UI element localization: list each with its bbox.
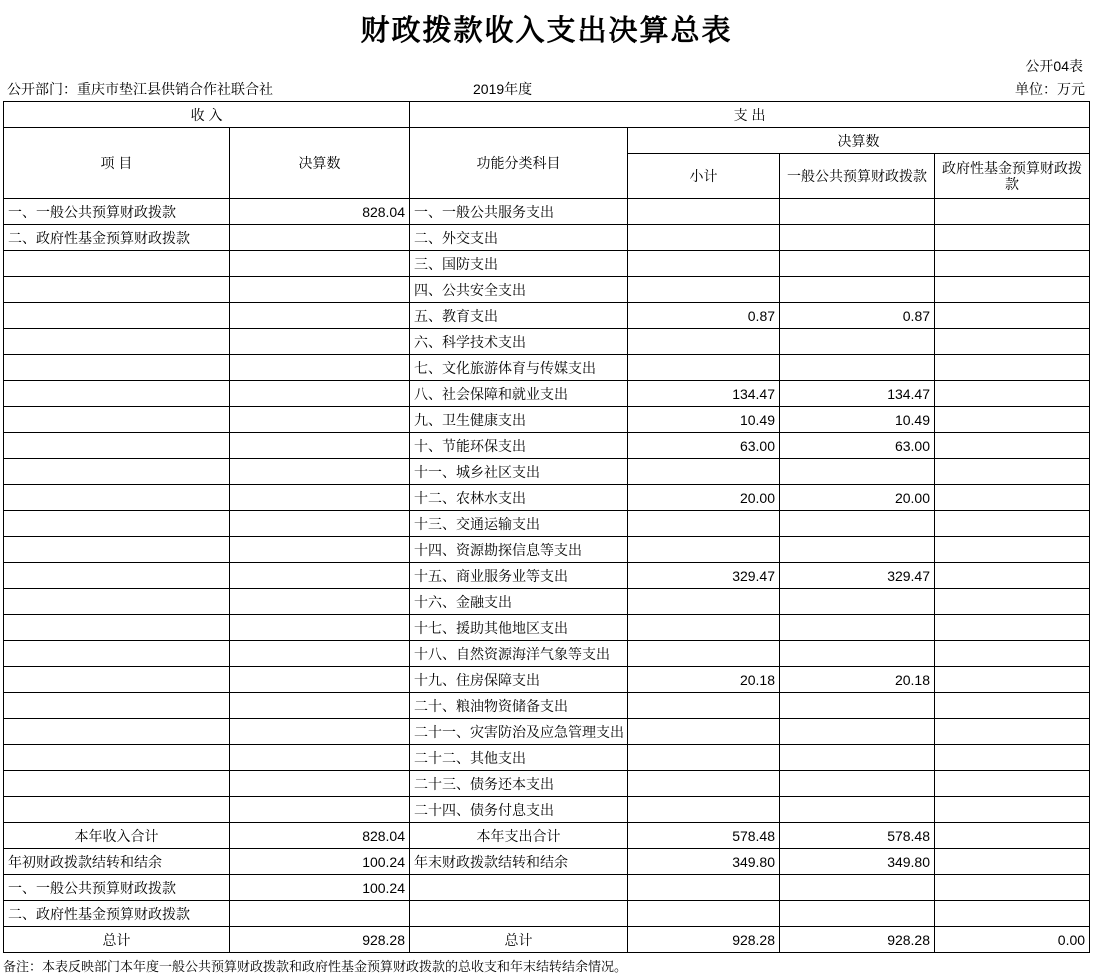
table-row <box>4 511 1090 537</box>
cell-subtotal: 20.00 <box>628 485 780 511</box>
cell-income-amount <box>230 615 410 641</box>
cell-expense-item: 二、外交支出 <box>410 225 628 251</box>
cell-income-item <box>4 719 230 745</box>
table-body <box>4 199 1090 823</box>
cell-income-amount <box>230 771 410 797</box>
table-row <box>4 485 1090 511</box>
cell-expense-item: 十二、农林水支出 <box>410 485 628 511</box>
cell-income-amount: 828.04 <box>230 199 410 225</box>
cell-gov-fund <box>935 485 1090 511</box>
cell-subtotal: 578.48 <box>628 823 780 849</box>
cell-gov-fund <box>935 303 1090 329</box>
cell-general-public <box>780 745 935 771</box>
income-group-header: 收 入 <box>4 102 410 128</box>
cell-income-item <box>4 251 230 277</box>
cell-subtotal: 329.47 <box>628 563 780 589</box>
cell-expense-item: 一、一般公共服务支出 <box>410 199 628 225</box>
cell-income-amount <box>230 407 410 433</box>
cell-subtotal <box>628 251 780 277</box>
cell-income-item <box>4 563 230 589</box>
table-row <box>4 641 1090 667</box>
cell-expense-item: 九、卫生健康支出 <box>410 407 628 433</box>
unit-label: 单位：万元 <box>1015 81 1085 97</box>
table-row <box>4 277 1090 303</box>
footer-note: 备注：本表反映部门本年度一般公共预算财政拨款和政府性基金预算财政拨款的总收支和年末结转结余情况。 <box>3 959 628 974</box>
cell-income-item <box>4 797 230 823</box>
cell-income-item <box>4 277 230 303</box>
cell-general-public <box>780 537 935 563</box>
cell-expense-item: 五、教育支出 <box>410 303 628 329</box>
cell-income-item: 二、政府性基金预算财政拨款 <box>4 901 230 927</box>
cell-subtotal <box>628 745 780 771</box>
cell-income-item <box>4 407 230 433</box>
cell-income-item <box>4 485 230 511</box>
cell-gov-fund <box>935 277 1090 303</box>
cell-subtotal <box>628 615 780 641</box>
cell-gov-fund <box>935 459 1090 485</box>
cell-expense-item: 四、公共安全支出 <box>410 277 628 303</box>
table-row <box>4 329 1090 355</box>
cell-expense-item: 六、科学技术支出 <box>410 329 628 355</box>
cell-income-item <box>4 589 230 615</box>
cell-expense-item: 十八、自然资源海洋气象等支出 <box>410 641 628 667</box>
cell-expense-item: 二十、粮油物资储备支出 <box>410 693 628 719</box>
table-row <box>4 771 1090 797</box>
cell-expense-item: 十一、城乡社区支出 <box>410 459 628 485</box>
cell-subtotal <box>628 589 780 615</box>
cell-gov-fund <box>935 667 1090 693</box>
table-row <box>4 693 1090 719</box>
cell-income-amount: 828.04 <box>230 823 410 849</box>
cell-subtotal <box>628 537 780 563</box>
form-number: 公开04表 <box>1025 58 1083 74</box>
cell-expense-item: 二十一、灾害防治及应急管理支出 <box>410 719 628 745</box>
table-row <box>4 797 1090 823</box>
cell-subtotal <box>628 693 780 719</box>
table-row <box>4 615 1090 641</box>
cell-income-amount <box>230 537 410 563</box>
table-row <box>4 199 1090 225</box>
cell-gov-fund <box>935 693 1090 719</box>
cell-income-amount <box>230 225 410 251</box>
cell-income-amount <box>230 485 410 511</box>
cell-subtotal <box>628 875 780 901</box>
table-summary <box>4 823 1090 953</box>
cell-expense-item: 年末财政拨款结转和结余 <box>410 849 628 875</box>
cell-subtotal <box>628 641 780 667</box>
cell-general-public <box>780 719 935 745</box>
cell-income-amount <box>230 667 410 693</box>
expense-group-header: 支 出 <box>410 102 1090 128</box>
cell-income-amount <box>230 797 410 823</box>
table-row <box>4 589 1090 615</box>
table-row <box>4 927 1090 953</box>
cell-general-public <box>780 225 935 251</box>
table-row <box>4 225 1090 251</box>
fiscal-year-label: 2019年度 <box>473 81 533 97</box>
cell-gov-fund: 0.00 <box>935 927 1090 953</box>
cell-gov-fund <box>935 511 1090 537</box>
table-row <box>4 537 1090 563</box>
cell-general-public <box>780 511 935 537</box>
table-row <box>4 745 1090 771</box>
cell-general-public <box>780 875 935 901</box>
cell-general-public: 20.00 <box>780 485 935 511</box>
cell-general-public <box>780 693 935 719</box>
cell-subtotal <box>628 225 780 251</box>
cell-income-amount <box>230 355 410 381</box>
cell-income-amount <box>230 745 410 771</box>
cell-income-item <box>4 771 230 797</box>
cell-income-amount <box>230 563 410 589</box>
department-label: 公开部门：重庆市垫江县供销合作社联合社 <box>7 81 273 97</box>
cell-income-item <box>4 381 230 407</box>
cell-gov-fund <box>935 849 1090 875</box>
cell-general-public <box>780 797 935 823</box>
cell-general-public: 578.48 <box>780 823 935 849</box>
header-subtotal: 小计 <box>628 154 780 199</box>
cell-general-public <box>780 459 935 485</box>
cell-income-amount <box>230 901 410 927</box>
cell-income-amount: 100.24 <box>230 849 410 875</box>
cell-subtotal <box>628 199 780 225</box>
cell-income-amount <box>230 303 410 329</box>
cell-gov-fund <box>935 381 1090 407</box>
cell-gov-fund <box>935 199 1090 225</box>
cell-general-public <box>780 355 935 381</box>
cell-income-item: 总计 <box>4 927 230 953</box>
cell-general-public <box>780 615 935 641</box>
cell-gov-fund <box>935 251 1090 277</box>
cell-income-amount <box>230 381 410 407</box>
cell-subtotal <box>628 459 780 485</box>
cell-gov-fund <box>935 433 1090 459</box>
table-row <box>4 433 1090 459</box>
cell-expense-item <box>410 901 628 927</box>
cell-income-item <box>4 537 230 563</box>
cell-gov-fund <box>935 719 1090 745</box>
header-gov-fund: 政府性基金预算财政拨款 <box>935 154 1090 199</box>
cell-income-amount <box>230 719 410 745</box>
cell-expense-item: 十三、交通运输支出 <box>410 511 628 537</box>
cell-gov-fund <box>935 641 1090 667</box>
cell-income-item <box>4 433 230 459</box>
cell-subtotal: 0.87 <box>628 303 780 329</box>
cell-gov-fund <box>935 745 1090 771</box>
cell-subtotal <box>628 277 780 303</box>
cell-general-public <box>780 277 935 303</box>
cell-subtotal <box>628 329 780 355</box>
table-row <box>4 719 1090 745</box>
cell-income-item: 二、政府性基金预算财政拨款 <box>4 225 230 251</box>
cell-income-item <box>4 641 230 667</box>
header-item: 项 目 <box>4 128 230 199</box>
table-row <box>4 849 1090 875</box>
table-row <box>4 875 1090 901</box>
header-function-subject: 功能分类科目 <box>410 128 628 199</box>
cell-general-public: 63.00 <box>780 433 935 459</box>
cell-general-public: 329.47 <box>780 563 935 589</box>
cell-expense-item: 二十二、其他支出 <box>410 745 628 771</box>
cell-expense-item: 十四、资源勘探信息等支出 <box>410 537 628 563</box>
cell-subtotal: 20.18 <box>628 667 780 693</box>
table-row <box>4 355 1090 381</box>
cell-subtotal: 349.80 <box>628 849 780 875</box>
cell-general-public: 0.87 <box>780 303 935 329</box>
table-row <box>4 303 1090 329</box>
cell-general-public <box>780 641 935 667</box>
table-row <box>4 407 1090 433</box>
cell-gov-fund <box>935 225 1090 251</box>
table-row <box>4 563 1090 589</box>
cell-subtotal <box>628 511 780 537</box>
cell-gov-fund <box>935 355 1090 381</box>
cell-gov-fund <box>935 537 1090 563</box>
cell-income-amount <box>230 329 410 355</box>
cell-expense-item: 本年支出合计 <box>410 823 628 849</box>
cell-gov-fund <box>935 589 1090 615</box>
cell-income-item: 一、一般公共预算财政拨款 <box>4 199 230 225</box>
cell-gov-fund <box>935 901 1090 927</box>
cell-income-item: 本年收入合计 <box>4 823 230 849</box>
cell-general-public <box>780 199 935 225</box>
cell-general-public <box>780 329 935 355</box>
cell-subtotal <box>628 901 780 927</box>
cell-income-amount <box>230 641 410 667</box>
cell-income-item <box>4 745 230 771</box>
cell-general-public: 349.80 <box>780 849 935 875</box>
cell-income-item <box>4 693 230 719</box>
cell-income-item <box>4 459 230 485</box>
cell-gov-fund <box>935 875 1090 901</box>
cell-subtotal <box>628 719 780 745</box>
cell-gov-fund <box>935 563 1090 589</box>
cell-income-item <box>4 511 230 537</box>
cell-gov-fund <box>935 797 1090 823</box>
cell-income-amount <box>230 459 410 485</box>
cell-general-public: 10.49 <box>780 407 935 433</box>
cell-gov-fund <box>935 329 1090 355</box>
cell-expense-item: 十、节能环保支出 <box>410 433 628 459</box>
cell-gov-fund <box>935 407 1090 433</box>
cell-income-item <box>4 615 230 641</box>
cell-income-amount <box>230 693 410 719</box>
cell-expense-item <box>410 875 628 901</box>
cell-income-amount <box>230 589 410 615</box>
cell-general-public <box>780 901 935 927</box>
cell-expense-item: 三、国防支出 <box>410 251 628 277</box>
cell-subtotal <box>628 355 780 381</box>
cell-expense-item: 十七、援助其他地区支出 <box>410 615 628 641</box>
cell-income-item: 年初财政拨款结转和结余 <box>4 849 230 875</box>
cell-general-public <box>780 251 935 277</box>
cell-expense-item: 八、社会保障和就业支出 <box>410 381 628 407</box>
page-title: 财政拨款收入支出决算总表 <box>360 15 733 47</box>
cell-expense-item: 十六、金融支出 <box>410 589 628 615</box>
cell-expense-item: 二十三、债务还本支出 <box>410 771 628 797</box>
document-meta <box>3 77 1089 101</box>
cell-expense-item: 二十四、债务付息支出 <box>410 797 628 823</box>
cell-subtotal <box>628 771 780 797</box>
cell-income-amount: 100.24 <box>230 875 410 901</box>
table-row <box>4 901 1090 927</box>
cell-income-item <box>4 355 230 381</box>
cell-expense-item: 十五、商业服务业等支出 <box>410 563 628 589</box>
cell-gov-fund <box>935 615 1090 641</box>
cell-expense-item: 十九、住房保障支出 <box>410 667 628 693</box>
cell-income-amount <box>230 433 410 459</box>
cell-general-public: 928.28 <box>780 927 935 953</box>
cell-gov-fund <box>935 823 1090 849</box>
cell-expense-item: 七、文化旅游体育与传媒支出 <box>410 355 628 381</box>
cell-subtotal: 928.28 <box>628 927 780 953</box>
cell-general-public <box>780 589 935 615</box>
cell-general-public <box>780 771 935 797</box>
cell-income-amount <box>230 277 410 303</box>
header-final-amount-group: 决算数 <box>628 128 1090 154</box>
cell-subtotal <box>628 797 780 823</box>
cell-expense-item: 总计 <box>410 927 628 953</box>
cell-income-item <box>4 329 230 355</box>
cell-general-public: 134.47 <box>780 381 935 407</box>
table-subheader-row-1 <box>4 128 1090 154</box>
cell-income-item <box>4 667 230 693</box>
cell-subtotal: 134.47 <box>628 381 780 407</box>
table-row <box>4 251 1090 277</box>
table-row <box>4 667 1090 693</box>
header-general-public: 一般公共预算财政拨款 <box>780 154 935 199</box>
table-row <box>4 459 1090 485</box>
cell-income-amount <box>230 511 410 537</box>
header-final-amount: 决算数 <box>230 128 410 199</box>
cell-general-public: 20.18 <box>780 667 935 693</box>
cell-gov-fund <box>935 771 1090 797</box>
cell-subtotal: 63.00 <box>628 433 780 459</box>
table-row <box>4 381 1090 407</box>
cell-income-item: 一、一般公共预算财政拨款 <box>4 875 230 901</box>
cell-subtotal: 10.49 <box>628 407 780 433</box>
budget-table <box>3 101 1090 953</box>
cell-income-amount <box>230 251 410 277</box>
cell-income-item <box>4 303 230 329</box>
table-row <box>4 823 1090 849</box>
cell-income-amount: 928.28 <box>230 927 410 953</box>
table-group-header-row <box>4 102 1090 128</box>
